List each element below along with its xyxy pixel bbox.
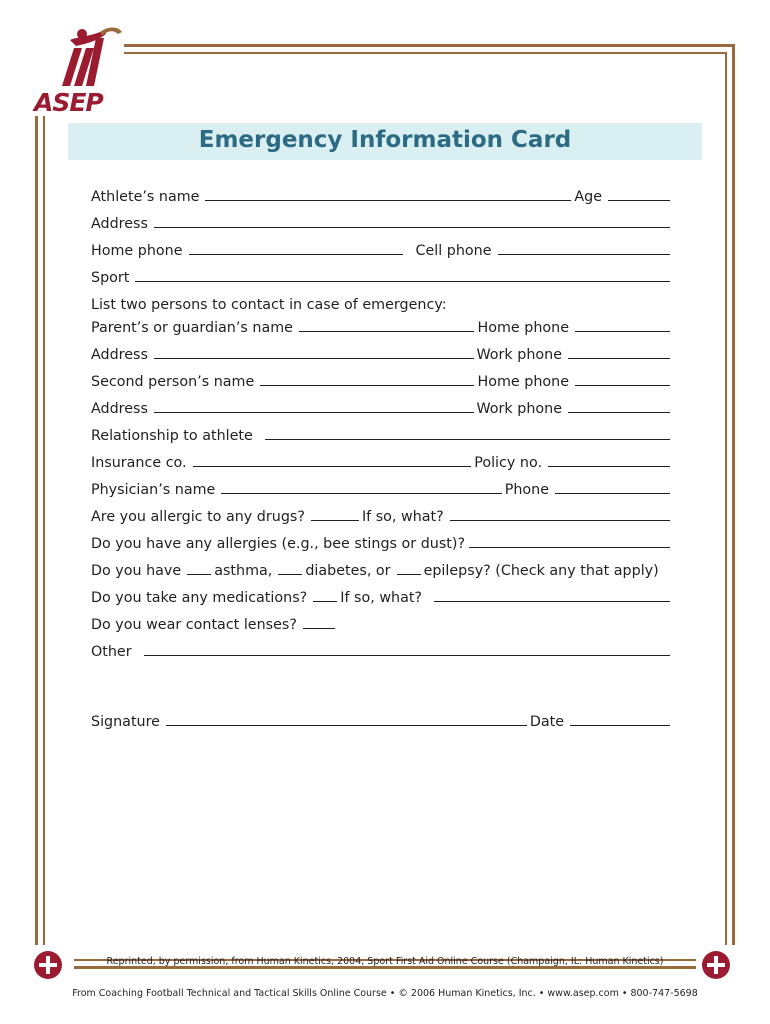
contacts-question: Do you wear contact lenses? (91, 617, 297, 633)
contacts-row (91, 611, 673, 633)
sport-row (91, 264, 673, 286)
asthma-check[interactable] (187, 562, 211, 575)
epilepsy-check[interactable] (397, 562, 421, 575)
diabetes-check[interactable] (278, 562, 302, 575)
guardian-address-field[interactable] (154, 346, 474, 359)
relationship-field[interactable] (265, 427, 670, 440)
contacts-answer[interactable] (303, 616, 335, 629)
drug-allergy-question: Are you allergic to any drugs? (91, 509, 305, 525)
guardian-home-phone-label: Home phone (477, 320, 569, 336)
address-row (91, 210, 673, 232)
medications-row (91, 584, 673, 606)
signature-field[interactable] (166, 713, 527, 726)
guardian-name-field[interactable] (299, 319, 475, 332)
page-title: Emergency Information Card (198, 127, 572, 153)
physician-phone-field[interactable] (555, 481, 670, 494)
conditions-row (91, 557, 673, 579)
second-person-label: Second person’s name (91, 374, 255, 390)
drug-allergy-row (91, 503, 673, 525)
other-label: Other (91, 644, 132, 660)
second-person-field[interactable] (260, 373, 474, 386)
other-row (91, 638, 673, 660)
second-address-row (91, 395, 673, 417)
medications-what-label: If so, what? (340, 590, 423, 606)
home-phone-label: Home phone (91, 243, 183, 259)
date-label: Date (529, 714, 564, 730)
second-work-phone-label: Work phone (476, 401, 562, 417)
address-label: Address (91, 216, 148, 232)
guardian-address-row (91, 341, 673, 363)
epilepsy-label: epilepsy? (Check any that apply) (423, 563, 659, 579)
guardian-work-phone-label: Work phone (476, 347, 562, 363)
medications-question: Do you take any medications? (91, 590, 308, 606)
source-note: From Coaching Football Technical and Tactical Skills Online Course • © 2006 Human Kinetics, Inc. • www.asep.com • 800-747-5698 (72, 988, 698, 999)
physician-field[interactable] (221, 481, 501, 494)
guardian-work-phone-field[interactable] (568, 346, 670, 359)
second-address-field[interactable] (154, 400, 474, 413)
allergies-field[interactable] (469, 535, 670, 548)
diabetes-label: diabetes, or (305, 563, 391, 579)
insurance-label: Insurance co. (91, 455, 187, 471)
asthma-label: asthma, (214, 563, 273, 579)
drug-allergy-answer[interactable] (311, 508, 359, 521)
physician-phone-label: Phone (504, 482, 549, 498)
second-address-label: Address (91, 401, 148, 417)
medications-what-field[interactable] (434, 589, 670, 602)
guardian-address-label: Address (91, 347, 148, 363)
home-phone-field[interactable] (189, 242, 403, 255)
cell-phone-field[interactable] (498, 242, 670, 255)
guardian-name-label: Parent’s or guardian’s name (91, 320, 293, 336)
relationship-row (91, 422, 673, 444)
guardian-name-row (91, 314, 673, 336)
sport-field[interactable] (135, 269, 670, 282)
second-home-phone-label: Home phone (477, 374, 569, 390)
physician-row (91, 476, 673, 498)
athlete-name-label: Athlete’s name (91, 189, 200, 205)
title-band (68, 123, 702, 160)
relationship-label: Relationship to athlete (91, 428, 253, 444)
contact-intro-row (91, 291, 673, 313)
first-aid-badge-right (696, 945, 742, 991)
age-field[interactable] (608, 188, 670, 201)
contact-intro-text: List two persons to contact in case of emergency: (91, 297, 447, 313)
phone-row (91, 237, 673, 259)
cell-phone-label: Cell phone (415, 243, 492, 259)
first-aid-badge-left (28, 945, 74, 991)
asep-logo (34, 24, 124, 116)
physician-label: Physician’s name (91, 482, 216, 498)
address-field[interactable] (154, 215, 670, 228)
reprint-note: Reprinted, by permission, from Human Kinetics, 2004, Sport First Aid Online Course (Champaign, IL: Human Kinetics) (106, 956, 664, 967)
date-field[interactable] (570, 713, 670, 726)
allergies-row (91, 530, 673, 552)
athlete-name-field[interactable] (205, 188, 571, 201)
sport-label: Sport (91, 270, 130, 286)
second-person-row (91, 368, 673, 390)
athlete-name-row (91, 183, 673, 205)
drug-allergy-what-field[interactable] (450, 508, 670, 521)
athletes-logo-icon (34, 24, 124, 90)
logo-text: ASEP (34, 88, 103, 117)
other-field[interactable] (144, 643, 670, 656)
drug-allergy-what-label: If so, what? (361, 509, 444, 525)
guardian-home-phone-field[interactable] (575, 319, 670, 332)
conditions-prefix: Do you have (91, 563, 182, 579)
insurance-field[interactable] (193, 454, 472, 467)
policy-label: Policy no. (474, 455, 542, 471)
allergies-question: Do you have any allergies (e.g., bee stings or dust)? (91, 536, 466, 552)
age-label: Age (574, 189, 602, 205)
insurance-row (91, 449, 673, 471)
signature-row (91, 708, 673, 730)
medications-answer[interactable] (313, 589, 337, 602)
signature-label: Signature (91, 714, 160, 730)
second-home-phone-field[interactable] (575, 373, 670, 386)
policy-field[interactable] (548, 454, 670, 467)
second-work-phone-field[interactable] (568, 400, 670, 413)
